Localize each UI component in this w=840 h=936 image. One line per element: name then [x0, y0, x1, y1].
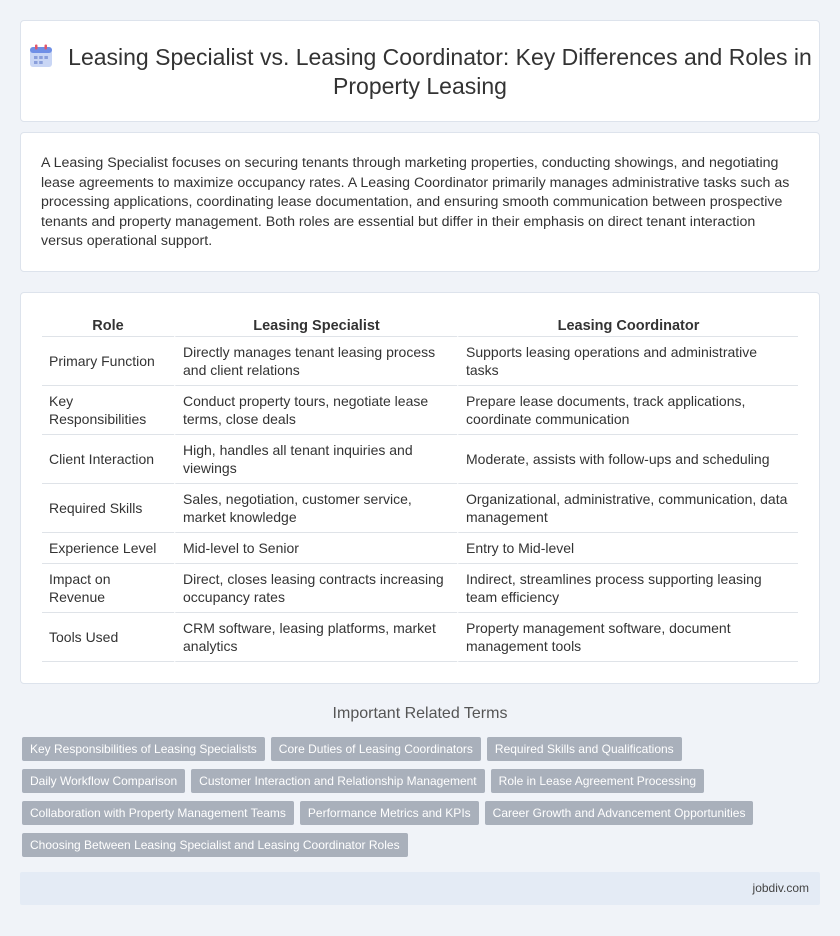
specialist-cell: CRM software, leasing platforms, market analytics — [174, 613, 457, 662]
row-label: Client Interaction — [42, 435, 174, 484]
specialist-cell: Mid-level to Senior — [174, 533, 457, 564]
related-term-tag[interactable]: Required Skills and Qualifications — [487, 737, 682, 761]
related-term-tag[interactable]: Core Duties of Leasing Coordinators — [271, 737, 481, 761]
related-terms-list — [22, 737, 802, 857]
related-term-tag[interactable]: Key Responsibilities of Leasing Specialists — [22, 737, 265, 761]
table-row — [42, 435, 798, 484]
specialist-cell: Directly manages tenant leasing process and client relations — [174, 337, 457, 386]
coordinator-cell: Supports leasing operations and administrative tasks — [457, 337, 798, 386]
coordinator-cell: Property management software, document management tools — [457, 613, 798, 662]
related-term-tag[interactable]: Choosing Between Leasing Specialist and Leasing Coordinator Roles — [22, 833, 408, 857]
related-term-tag[interactable]: Daily Workflow Comparison — [22, 769, 185, 793]
comparison-card — [20, 292, 820, 684]
coordinator-cell: Indirect, streamlines process supporting leasing team efficiency — [457, 564, 798, 613]
footer-site-link[interactable]: jobdiv.com — [752, 881, 809, 895]
comparison-table — [42, 315, 798, 662]
table-row — [42, 564, 798, 613]
header-role: Role — [42, 315, 174, 337]
table-header-row — [42, 315, 798, 337]
table-row — [42, 613, 798, 662]
table-row — [42, 533, 798, 564]
specialist-cell: High, handles all tenant inquiries and viewings — [174, 435, 457, 484]
page-title: Leasing Specialist vs. Leasing Coordinator: Key Differences and Roles in Property Leasing — [68, 44, 812, 99]
intro-card — [20, 132, 820, 272]
row-label: Tools Used — [42, 613, 174, 662]
related-term-tag[interactable]: Role in Lease Agreement Processing — [491, 769, 704, 793]
related-terms-title: Important Related Terms — [332, 705, 508, 722]
related-term-tag[interactable]: Performance Metrics and KPIs — [300, 801, 479, 825]
table-row — [42, 386, 798, 435]
specialist-cell: Sales, negotiation, customer service, market knowledge — [174, 484, 457, 533]
row-label: Primary Function — [42, 337, 174, 386]
row-label: Key Responsibilities — [42, 386, 174, 435]
related-term-tag[interactable]: Career Growth and Advancement Opportunities — [485, 801, 754, 825]
row-label: Experience Level — [42, 533, 174, 564]
coordinator-cell: Moderate, assists with follow-ups and scheduling — [457, 435, 798, 484]
coordinator-cell: Prepare lease documents, track applications, coordinate communication — [457, 386, 798, 435]
table-row — [42, 484, 798, 533]
header-leasing-coordinator: Leasing Coordinator — [457, 315, 798, 337]
footer — [20, 872, 820, 905]
table-row — [42, 337, 798, 386]
header-leasing-specialist: Leasing Specialist — [174, 315, 457, 337]
row-label: Impact on Revenue — [42, 564, 174, 613]
page-title-wrap — [21, 43, 819, 101]
calendar-icon — [28, 43, 54, 69]
intro-paragraph: A Leasing Specialist focuses on securing tenants through marketing properties, conducting showings, and negotiating lease agreements to maximize occupancy rates. A Leasing Coordinator primarily manages administrative tasks such as processing applications, coordinating lease documentation, and ensuring smooth communication between prospective tenants and property management. Both roles are essential but differ in their emphasis on direct tenant interaction versus operational support. — [41, 155, 790, 249]
specialist-cell: Direct, closes leasing contracts increasing occupancy rates — [174, 564, 457, 613]
specialist-cell: Conduct property tours, negotiate lease terms, close deals — [174, 386, 457, 435]
coordinator-cell: Entry to Mid-level — [457, 533, 798, 564]
coordinator-cell: Organizational, administrative, communication, data management — [457, 484, 798, 533]
related-term-tag[interactable]: Collaboration with Property Management Teams — [22, 801, 294, 825]
title-card — [20, 20, 820, 122]
row-label: Required Skills — [42, 484, 174, 533]
related-term-tag[interactable]: Customer Interaction and Relationship Management — [191, 769, 485, 793]
